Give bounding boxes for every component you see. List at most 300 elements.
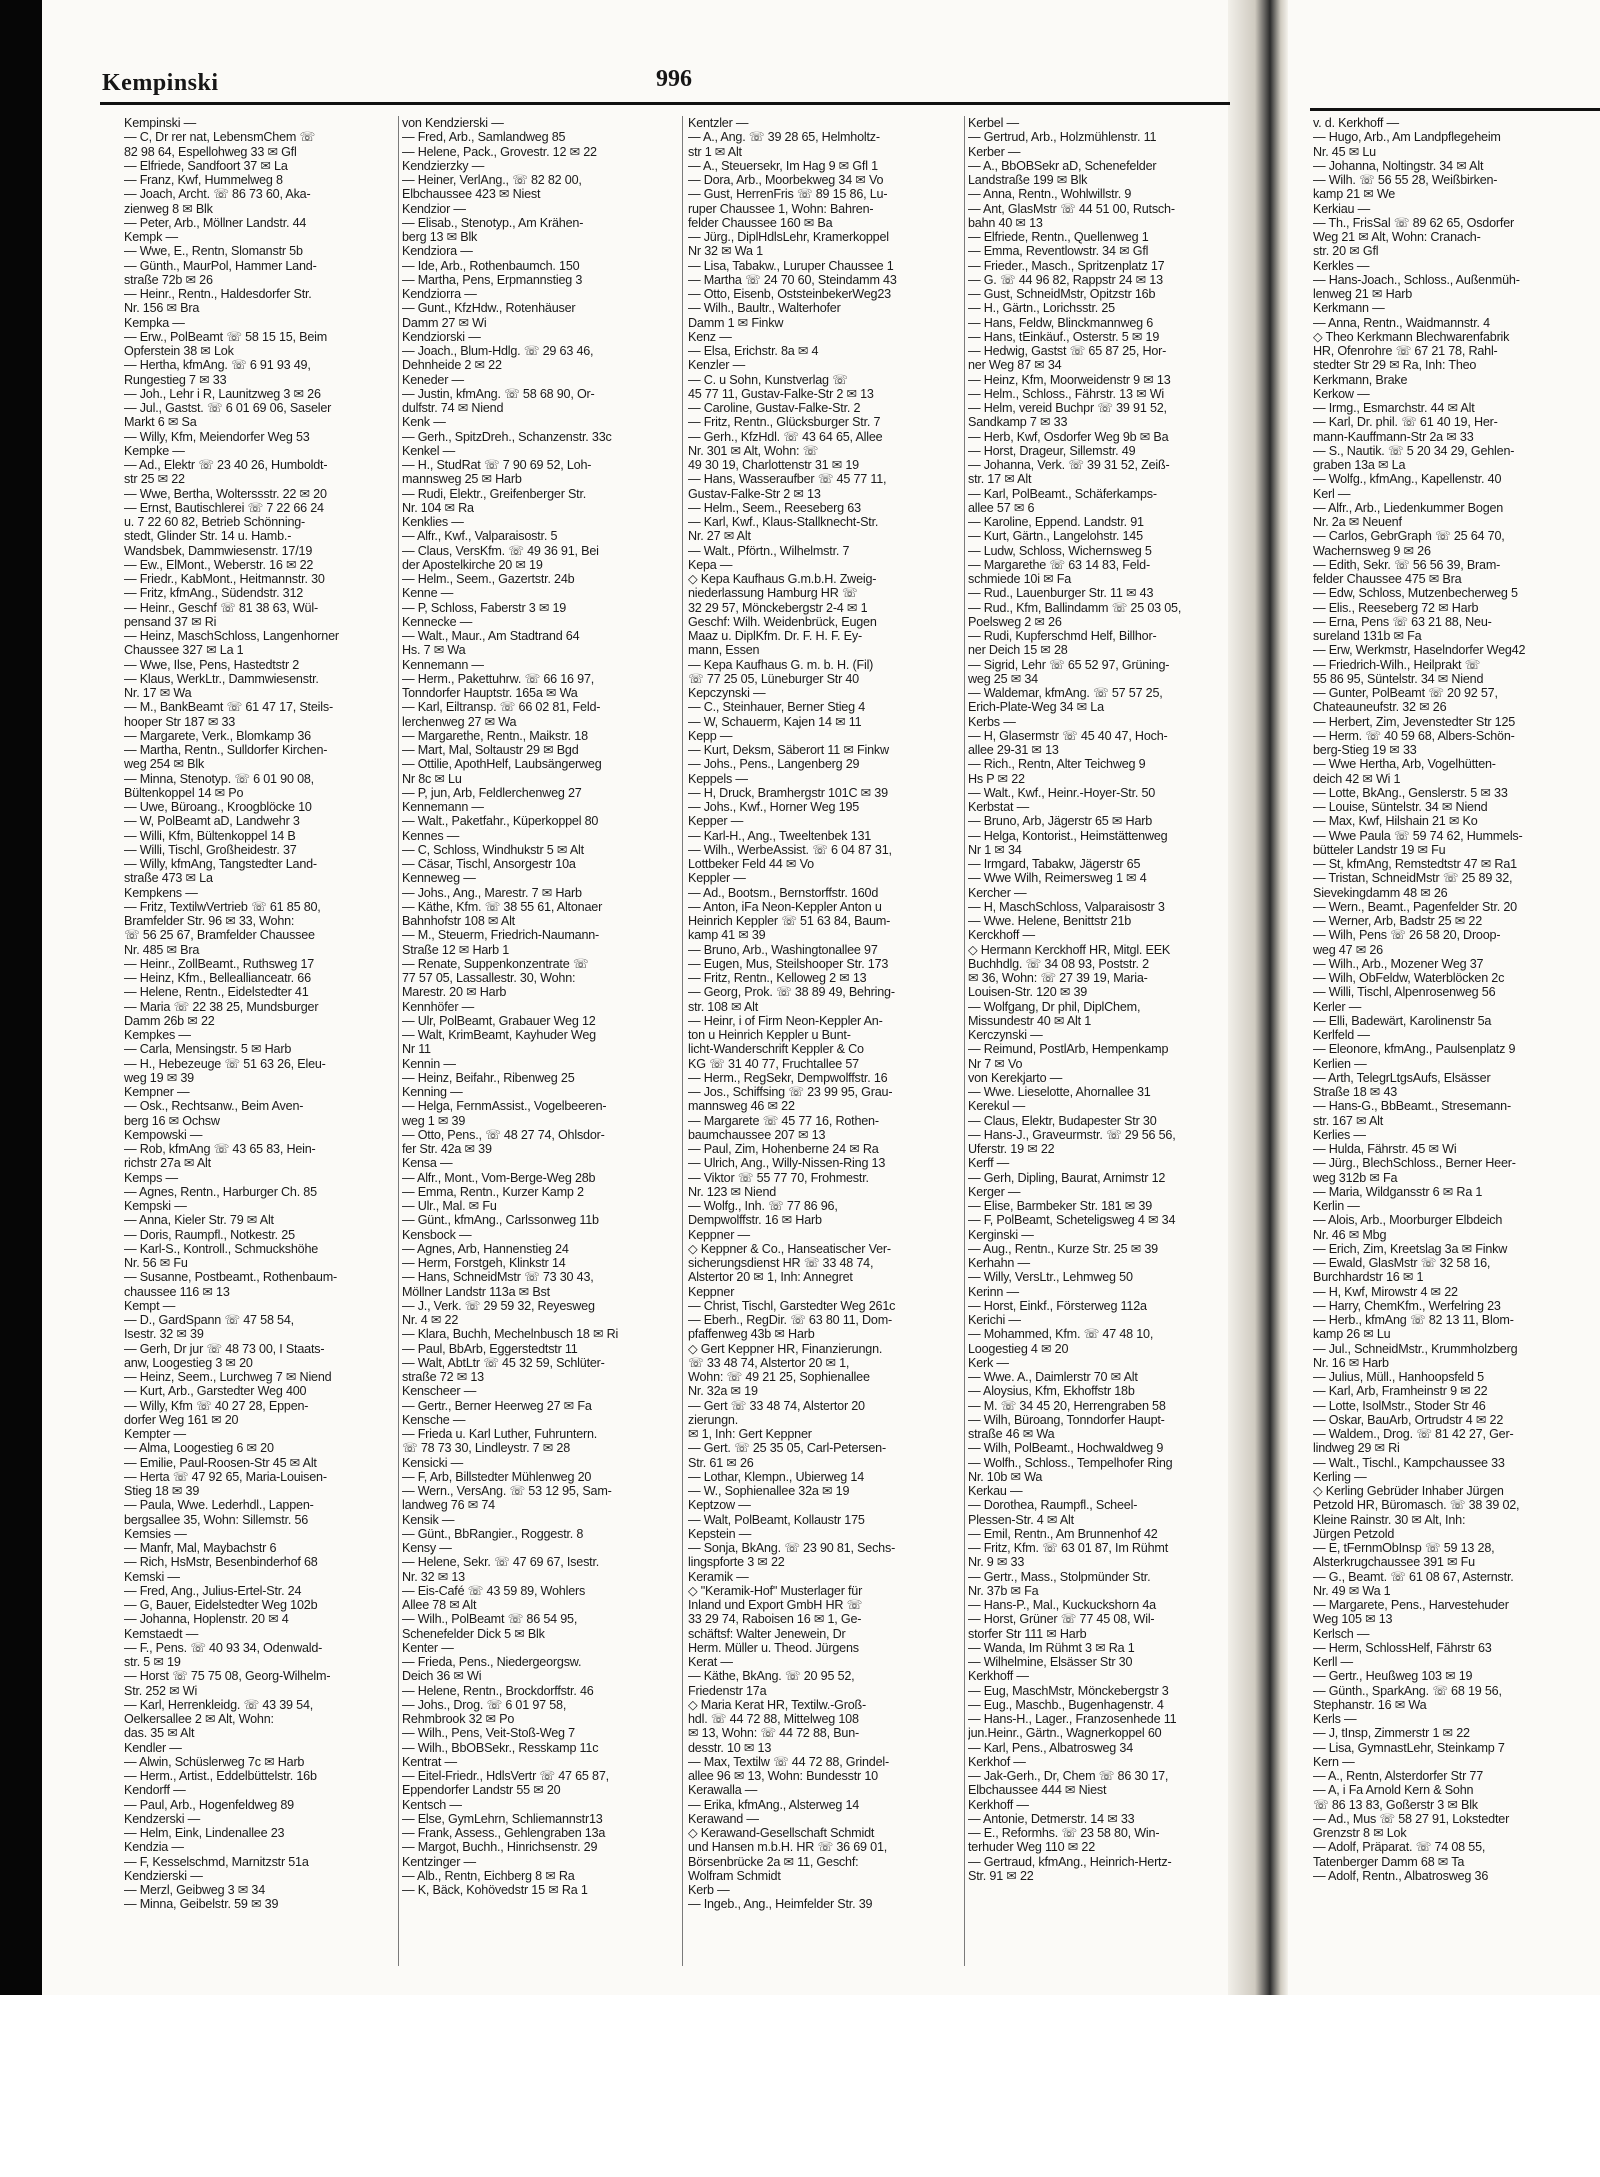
directory-entry-line: Petzold HR, Büromasch. ☏ 38 39 02, <box>1313 1498 1520 1513</box>
directory-entry-line: allee 29-31 ✉ 13 <box>968 743 1059 757</box>
directory-entry-line: — Helm., Schloss., Fährstr. 13 ✉ Wi <box>968 386 1165 401</box>
directory-entry-line: — Elisab., Stenotyp., Am Krähen- <box>402 215 584 230</box>
directory-entry-line: — Walt, KrimBeamt, Kayhuder Weg <box>402 1028 596 1042</box>
directory-entry-line: — Bruno, Arb, Jägerstr 65 ✉ Harb <box>968 814 1153 829</box>
directory-entry-line: — Hans-J., Graveurmstr. ☏ 29 56 56, <box>968 1127 1176 1142</box>
directory-entry-line: — Carlos, GebrGraph ☏ 25 64 70, <box>1313 529 1505 544</box>
directory-entry-line: — Hertha, kfmAng. ☏ 6 91 93 49, <box>124 358 311 373</box>
directory-entry-line: Elbchaussee 444 ✉ Niest <box>968 1783 1107 1798</box>
directory-entry-line: Nr 7 ✉ Vo <box>968 1056 1023 1071</box>
surname-heading: Kennemann — <box>402 657 484 672</box>
directory-entry-line: — Maria ☏ 22 38 25, Mundsburger <box>124 999 319 1014</box>
directory-entry-line: — Ingeb., Ang., Heimfelder Str. 39 <box>688 1897 873 1912</box>
surname-heading: Kentrat — <box>402 1754 457 1769</box>
directory-entry-line: — Gerh., SpitzDreh., Schanzenstr. 33c <box>402 429 612 444</box>
directory-entry-line: schäftsf: Walter Jenewein, Dr <box>688 1626 846 1641</box>
directory-entry-line: — Anna, Kieler Str. 79 ✉ Alt <box>124 1213 274 1228</box>
directory-entry-line: — G., Beamt. ☏ 61 08 67, Asternstr. <box>1313 1569 1514 1584</box>
directory-entry-line: — Gerh, Dipling, Baurat, Arnimstr 12 <box>968 1170 1166 1185</box>
directory-entry-line: ☏ 56 25 67, Bramfelder Chaussee <box>124 928 315 943</box>
directory-column-2 <box>402 116 674 1976</box>
directory-entry-line: — Hans-P., Mal., Kuckuckshorn 4a <box>968 1598 1156 1612</box>
directory-entry-line: straße 473 ✉ La <box>124 871 213 886</box>
surname-heading: v. d. Kerkhoff — <box>1313 116 1399 130</box>
surname-heading: Kensbock — <box>402 1227 472 1242</box>
directory-entry-line: — Walt., Paketfahr., Küperkoppel 80 <box>402 814 599 829</box>
directory-entry-line: — Herm, Forstgeh, Klinkstr 14 <box>402 1256 566 1270</box>
directory-entry-line: storfer Str 111 ✉ Harb <box>968 1626 1087 1641</box>
directory-entry-line: — Johs., Kwf., Horner Weg 195 <box>688 800 860 814</box>
directory-entry-line: straße 46 ✉ Wa <box>968 1427 1055 1441</box>
directory-entry-line: Buchhdlg. ☏ 34 08 93, Poststr. 2 <box>968 956 1149 971</box>
directory-entry-line: ◇ Gert Keppner HR, Finanzierungn. <box>688 1341 883 1356</box>
directory-entry-line: — Walt., Maur., Am Stadtrand 64 <box>402 629 580 643</box>
page-number: 996 <box>656 66 692 92</box>
directory-entry-line: Nr. 9 ✉ 33 <box>968 1555 1025 1570</box>
directory-entry-line: — F, Kesselschmd, Marnitzstr 51a <box>124 1854 309 1869</box>
directory-entry-line: — Alfr., Mont., Vom-Berge-Weg 28b <box>402 1170 596 1185</box>
directory-entry-line: — Elsa, Erichstr. 8a ✉ 4 <box>688 344 819 358</box>
directory-entry-line: — Wolfgang, Dr phil, DiplChem, <box>968 999 1141 1014</box>
directory-entry-line: Bramfelder Str. 96 ✉ 33, Wohn: <box>124 914 295 928</box>
directory-entry-line: — Horst ☏ 75 75 08, Georg-Wilhelm- <box>124 1669 331 1684</box>
directory-entry-line: — Hans, tEinkäuf., Osterstr. 5 ✉ 19 <box>968 329 1160 344</box>
directory-entry-line: — Wolfh., Schloss., Tempelhofer Ring <box>968 1455 1173 1470</box>
directory-entry-line: — Fritz, TextilwVertrieb ☏ 61 85 80, <box>124 899 321 914</box>
directory-entry-line: — W, Schauerm, Kajen 14 ✉ 11 <box>688 714 862 729</box>
scan-bottom-margin <box>0 1995 1600 2177</box>
directory-entry-line: — W., Sophienallee 32a ✉ 19 <box>688 1484 850 1498</box>
directory-entry-line: weg 25 ✉ 34 <box>968 671 1038 686</box>
directory-entry-line: — Hans, SchneidMstr ☏ 73 30 43, <box>402 1270 594 1285</box>
surname-heading: Kerger — <box>968 1184 1021 1199</box>
surname-heading: Kentzinger — <box>402 1854 476 1869</box>
directory-entry-line: — Willy, Kfm ☏ 40 27 28, Eppen- <box>124 1398 309 1413</box>
directory-entry-line: — Merzl, Geibweg 3 ✉ 34 <box>124 1883 266 1897</box>
directory-entry-line: — Erika, kfmAng., Alsterweg 14 <box>688 1797 860 1812</box>
directory-entry-line: ner Weg 87 ✉ 34 <box>968 358 1062 373</box>
directory-entry-line: — Günt., BbRangier., Roggestr. 8 <box>402 1526 584 1541</box>
directory-entry-line: — Tristan, SchneidMstr ☏ 25 89 32, <box>1313 871 1513 886</box>
directory-entry-line: sicherungsdienst HR ☏ 33 48 74, <box>688 1256 874 1270</box>
surname-heading: Kenning — <box>402 1085 463 1099</box>
directory-column-5-partial <box>1313 116 1600 1976</box>
directory-entry-line: — Käthe, Kfm. ☏ 38 55 61, Altonaer <box>402 899 603 914</box>
directory-entry-line: — Willi, Kfm, Bültenkoppel 14 B <box>124 828 296 843</box>
directory-entry-line: — Emil, Rentn., Am Brunnenhof 42 <box>968 1526 1158 1541</box>
directory-entry-line: Deich 36 ✉ Wi <box>402 1669 482 1684</box>
directory-entry-line: — Rudi, Elektr., Greifenberger Str. <box>402 486 587 501</box>
directory-entry-line: Allee 78 ✉ Alt <box>402 1598 477 1612</box>
directory-entry-line: — Wilh, Büroang, Tonndorfer Haupt- <box>968 1412 1165 1427</box>
directory-entry-line: — Oskar, BauArb, Ortrudstr 4 ✉ 22 <box>1313 1412 1504 1427</box>
directory-entry-line: — Heinz, Seem., Lurchweg 7 ✉ Niend <box>124 1370 332 1384</box>
directory-entry-line: Nr. 104 ✉ Ra <box>402 500 474 515</box>
directory-entry-line: — Louise, Süntelstr. 34 ✉ Niend <box>1313 800 1488 814</box>
directory-entry-line: — Jak-Gerh., Dr, Chem ☏ 86 30 17, <box>968 1769 1169 1783</box>
directory-entry-line: — F., Pens. ☏ 40 93 34, Odenwald- <box>124 1640 323 1655</box>
directory-entry-line: — Aloysius, Kfm, Ekhoffstr 18b <box>968 1384 1135 1399</box>
surname-heading: Kemski — <box>124 1569 180 1584</box>
directory-entry-line: — Werner, Arb, Badstr 25 ✉ 22 <box>1313 914 1483 928</box>
directory-entry-line: — Ad., Elektr ☏ 23 40 26, Humboldt- <box>124 458 328 472</box>
directory-entry-line: — Gust, SchneidMstr, Opitzstr 16b <box>968 287 1156 301</box>
directory-entry-line: — Edith, Sekr. ☏ 56 56 39, Bram- <box>1313 557 1501 572</box>
surname-heading: Kerhahn — <box>968 1256 1030 1270</box>
surname-heading: Kenzler — <box>688 358 745 373</box>
directory-entry-line: — M. ☏ 34 45 20, Herrengraben 58 <box>968 1398 1166 1413</box>
surname-heading: Kenk — <box>402 415 446 430</box>
directory-entry-line: Geschf: Wilh. Weidenbrück, Eugen <box>688 614 877 629</box>
directory-entry-line: — H., Gärtn., Lorichsstr. 25 <box>968 301 1115 316</box>
directory-entry-line: Marestr. 20 ✉ Harb <box>402 985 507 1000</box>
directory-entry-line: — Adolf, Rentn., Albatrosweg 36 <box>1313 1868 1489 1883</box>
directory-entry-line: Schenefelder Dick 5 ✉ Blk <box>402 1626 545 1641</box>
directory-entry-line: felder Chaussee 160 ✉ Ba <box>688 215 833 230</box>
directory-entry-line: — Johs., Pens., Langenberg 29 <box>688 757 860 772</box>
directory-entry-line: — Claus, VersKfm. ☏ 49 36 91, Bei <box>402 543 599 558</box>
directory-entry-line: — Alwin, Schüslerweg 7c ✉ Harb <box>124 1754 305 1769</box>
directory-entry-line: Nr. 10b ✉ Wa <box>968 1469 1043 1484</box>
directory-entry-line: ☏ 86 13 83, Goßerstr 3 ✉ Blk <box>1313 1797 1478 1812</box>
directory-entry-line: — Adolf, Präparat. ☏ 74 08 55, <box>1313 1840 1486 1855</box>
surname-heading: Kerlfeld — <box>1313 1028 1370 1042</box>
column-divider <box>398 116 399 1966</box>
surname-heading: Kenz — <box>688 329 732 344</box>
directory-entry-line: — Heinz, MaschSchloss, Langenhorner <box>124 629 339 643</box>
directory-entry-line: — Rudi, Kupferschmd Helf, Billhor- <box>968 629 1157 643</box>
directory-entry-line: — Friedrich-Wilh., Heilprakt ☏ <box>1313 657 1481 672</box>
directory-entry-line: — Anna, Rentn., Waidmannstr. 4 <box>1313 315 1490 330</box>
directory-entry-line: ner Deich 15 ✉ 28 <box>968 643 1068 658</box>
directory-entry-line: — Gertraud, kfmAng., Heinrich-Hertz- <box>968 1854 1172 1869</box>
directory-entry-line: bütteler Landstr 19 ✉ Fu <box>1313 842 1446 857</box>
directory-entry-line: str. 20 ✉ Gfl <box>1313 244 1379 259</box>
directory-entry-line: — Anton, iFa Neon-Keppler Anton u <box>688 899 882 914</box>
surname-heading: Kenne — <box>402 586 454 601</box>
directory-entry-line: — Friedr., KabMont., Heitmannstr. 30 <box>124 572 325 586</box>
directory-entry-line: — Ant, GlasMstr ☏ 44 51 00, Rutsch- <box>968 201 1175 216</box>
directory-entry-line: — Elis., Reeseberg 72 ✉ Harb <box>1313 600 1479 615</box>
directory-entry-line: — Minna, Geibelstr. 59 ✉ 39 <box>124 1897 279 1912</box>
directory-entry-line: — Karl, Kwf., Klaus-Stallknecht-Str. <box>688 515 879 529</box>
surname-heading: Kerll — <box>1313 1655 1353 1669</box>
directory-entry-line: desstr. 10 ✉ 13 <box>688 1740 772 1755</box>
directory-entry-line: Hs. 7 ✉ Wa <box>402 643 466 658</box>
directory-entry-line: — Alma, Loogestieg 6 ✉ 20 <box>124 1441 274 1456</box>
directory-entry-line: — Otto, Pens., ☏ 48 27 74, Ohlsdor- <box>402 1127 605 1142</box>
directory-entry-line: — Karl, Eiltransp. ☏ 66 02 81, Feld- <box>402 700 601 715</box>
directory-entry-line: Nr. 32 ✉ 13 <box>402 1569 465 1584</box>
directory-entry-line: ☏ 33 48 74, Alstertor 20 ✉ 1, <box>688 1355 850 1370</box>
directory-entry-line: — Jul., SchneidMstr., Krummholzberg <box>1313 1341 1518 1356</box>
directory-entry-line: — Lisa, GymnastLehr, Steinkamp 7 <box>1313 1740 1505 1755</box>
directory-entry-line: — Wanda, Im Rühmt 3 ✉ Ra 1 <box>968 1640 1135 1655</box>
surname-heading: Kercher — <box>968 885 1027 900</box>
directory-entry-line: Kleine Rainstr. 30 ✉ Alt, Inh: <box>1313 1512 1466 1527</box>
directory-entry-line: Rehmbrook 32 ✉ Po <box>402 1712 515 1726</box>
surname-heading: Kerlsch — <box>1313 1626 1370 1641</box>
directory-entry-line: — Willy, VersLtr., Lehmweg 50 <box>968 1270 1133 1285</box>
directory-entry-line: dulfstr. 74 ✉ Niend <box>402 401 504 415</box>
directory-entry-line: deich 42 ✉ Wi 1 <box>1313 771 1401 786</box>
directory-column-1 <box>124 116 396 1976</box>
surname-heading: Kennhöfer — <box>402 999 475 1014</box>
directory-entry-line: — Hans-G., BbBeamt., Stresemann- <box>1313 1099 1511 1114</box>
directory-entry-line: Isestr. 32 ✉ 39 <box>124 1327 204 1342</box>
directory-entry-line: — Ulrich, Ang., Willy-Nissen-Ring 13 <box>688 1156 886 1171</box>
directory-entry-line: — Heinz, Kfm., Belleallianceatr. 66 <box>124 971 311 985</box>
surname-heading: Kennemann — <box>402 800 484 814</box>
directory-entry-line: — Herb., kfmAng ☏ 82 13 11, Blom- <box>1313 1313 1514 1327</box>
directory-entry-line: ◇ Hermann Kerckhoff HR, Mitgl. EEK <box>968 942 1171 957</box>
directory-entry-line: — Wilh., Baultr., Walterhofer <box>688 301 841 316</box>
directory-entry-line: jun.Heinr., Gärtn., Wagnerkoppel 60 <box>968 1726 1162 1741</box>
directory-entry-line: — Walt, AbtLtr ☏ 45 32 59, Schlüter- <box>402 1355 605 1370</box>
directory-entry-line: — Willi, Tischl, Großheidestr. 37 <box>124 842 297 857</box>
directory-entry-line: — Helm., Seem., Gazertstr. 24b <box>402 572 575 586</box>
directory-entry-line: — Irmg., Esmarchstr. 44 ✉ Alt <box>1313 401 1475 415</box>
directory-entry-line: — Emma, Rentn., Kurzer Kamp 2 <box>402 1184 584 1199</box>
surname-heading: Kempka — <box>124 315 185 330</box>
directory-entry-line: — Mart, Mal, Soltaustr 29 ✉ Bgd <box>402 743 579 757</box>
directory-entry-line: bahn 40 ✉ 13 <box>968 215 1043 230</box>
directory-entry-line: Chaussee 327 ✉ La 1 <box>124 643 244 658</box>
directory-entry-line: Sandkamp 7 ✉ 33 <box>968 415 1068 430</box>
directory-entry-line: der Apostelkirche 20 ✉ 19 <box>402 557 543 572</box>
surname-heading: Kenscheer — <box>402 1384 477 1399</box>
directory-entry-line: ✉ 13, Wohn: ☏ 44 72 88, Bun- <box>688 1726 859 1741</box>
surname-heading: Kendzerski — <box>124 1811 200 1826</box>
surname-heading: Kerff — <box>968 1156 1010 1171</box>
surname-heading: Kennes — <box>402 828 460 843</box>
directory-entry-line: Nr. 156 ✉ Bra <box>124 301 200 316</box>
directory-entry-line: — Wwe. Lieselotte, Ahornallee 31 <box>968 1085 1151 1099</box>
directory-entry-line: ◇ Kepa Kaufhaus G.m.b.H. Zweig- <box>688 572 877 586</box>
directory-entry-line: — C., Steinhauer, Berner Stieg 4 <box>688 700 866 715</box>
directory-entry-line: — Horst, Grüner ☏ 77 45 08, Wil- <box>968 1612 1155 1627</box>
directory-entry-line: — Wilh, Pens ☏ 26 58 20, Droop- <box>1313 928 1501 943</box>
directory-entry-line: — Rud., Kfm, Ballindamm ☏ 25 03 05, <box>968 600 1182 615</box>
directory-entry-line: — W, PolBeamt aD, Landwehr 3 <box>124 814 300 829</box>
directory-entry-line: — Sonja, BkAng. ☏ 23 90 81, Sechs- <box>688 1541 896 1555</box>
directory-entry-line: landweg 76 ✉ 74 <box>402 1498 495 1513</box>
surname-heading: Kendzierzky — <box>402 158 485 173</box>
directory-entry-line: — Helm., Seem., Reeseberg 63 <box>688 500 861 515</box>
directory-entry-line: — Ewald, GlasMstr ☏ 32 58 16, <box>1313 1256 1491 1270</box>
directory-entry-line: — G, Bauer, Eidelstedter Weg 102b <box>124 1598 318 1612</box>
directory-entry-line: — Joh., Lehr i R, Launitzweg 3 ✉ 26 <box>124 386 321 401</box>
directory-entry-line: — Christ, Tischl, Garstedter Weg 261c <box>688 1298 896 1313</box>
directory-entry-line: hdl. ☏ 44 72 88, Mittelweg 108 <box>688 1712 859 1726</box>
directory-entry-line: Nr. 49 ✉ Wa 1 <box>1313 1583 1391 1598</box>
directory-entry-line: — Kurt, Deksm, Säberort 11 ✉ Finkw <box>688 743 889 757</box>
directory-entry-line: Damm 26b ✉ 22 <box>124 1013 215 1028</box>
directory-entry-line: — Eug, MaschMstr, Mönckebergstr 3 <box>968 1683 1169 1698</box>
directory-entry-line: Wolfram Schmidt <box>688 1868 781 1883</box>
directory-entry-line: — Renate, Suppenkonzentrate ☏ <box>402 956 589 971</box>
scan-dark-border <box>0 0 42 2177</box>
directory-entry-line: — Walt., Pförtn., Wilhelmstr. 7 <box>688 543 850 558</box>
directory-entry-line: — Susanne, Postbeamt., Rothenbaum- <box>124 1270 338 1285</box>
directory-entry-line: — Rob, kfmAng ☏ 43 65 83, Hein- <box>124 1142 316 1156</box>
directory-entry-line: — Helm, vereid Buchpr ☏ 39 91 52, <box>968 401 1167 415</box>
directory-entry-line: Grenzstr 8 ✉ Lok <box>1313 1826 1407 1840</box>
surname-heading: Kerl — <box>1313 486 1351 501</box>
directory-entry-line: 77 57 05, Lassallestr. 30, Wohn: <box>402 971 576 985</box>
directory-entry-line: — Eitel-Friedr., HdlsVertr ☏ 47 65 87, <box>402 1769 609 1783</box>
directory-entry-line: — Herm., Pakettuhrw. ☏ 66 16 97, <box>402 671 595 686</box>
surname-heading: Kempter — <box>124 1427 186 1441</box>
directory-entry-line: — Herbert, Zim, Jevenstedter Str 125 <box>1313 714 1516 729</box>
directory-entry-line: berg 13 ✉ Blk <box>402 230 478 244</box>
directory-entry-line: Eppendorfer Landstr 55 ✉ 20 <box>402 1783 561 1798</box>
directory-entry-line: Bültenkoppel 14 ✉ Po <box>124 785 244 800</box>
directory-entry-line: Str. 252 ✉ Wi <box>124 1683 198 1698</box>
surname-heading: Kenneweg — <box>402 871 476 886</box>
directory-entry-line: ◇ Keppner & Co., Hanseatischer Ver- <box>688 1241 891 1256</box>
surname-heading: Kerkau — <box>968 1484 1023 1498</box>
directory-entry-line: — Alb., Rentn, Eichberg 8 ✉ Ra <box>402 1868 575 1883</box>
directory-entry-line: — Günt., kfmAng., Carlssonweg 11b <box>402 1213 599 1228</box>
directory-entry-line: — Rud., Lauenburger Str. 11 ✉ 43 <box>968 586 1154 601</box>
directory-entry-line: bergsallee 35, Wohn: Sillemstr. 56 <box>124 1512 309 1527</box>
directory-entry-line: ◇ "Keramik-Hof" Musterlager für <box>688 1583 863 1598</box>
directory-entry-line: — Manfr, Mal, Maybachstr 6 <box>124 1541 277 1555</box>
directory-entry-line: — Helene, Rentn., Brockdorffstr. 46 <box>402 1683 594 1698</box>
surname-heading: Kensa — <box>402 1156 453 1171</box>
directory-entry-line: — Joach., Blum-Hdlg. ☏ 29 63 46, <box>402 344 594 358</box>
directory-entry-line: — Justin, kfmAng. ☏ 58 68 90, Or- <box>402 386 595 401</box>
directory-entry-line: — Wilhelmine, Elsässer Str 30 <box>968 1655 1133 1669</box>
directory-entry-line: — Wwe Paula ☏ 59 74 62, Hummels- <box>1313 828 1523 843</box>
directory-entry-line: — Karl-H., Ang., Tweeltenbek 131 <box>688 828 872 843</box>
surname-heading: Kerlies — <box>1313 1127 1366 1142</box>
directory-entry-line: mannsweg 46 ✉ 22 <box>688 1099 795 1114</box>
directory-entry-line: — Sigrid, Lehr ☏ 65 52 97, Grüning- <box>968 657 1170 672</box>
directory-entry-line: felder Chaussee 475 ✉ Bra <box>1313 572 1462 586</box>
surname-heading: Kennecke — <box>402 614 473 629</box>
directory-entry-line: — Willy, Kfm, Meiendorfer Weg 53 <box>124 429 310 444</box>
directory-entry-line: u. 7 22 60 82, Betrieb Schönning- <box>124 515 306 529</box>
directory-entry-line: — Jos., Schiffsing ☏ 23 99 95, Grau- <box>688 1085 893 1099</box>
directory-entry-line: Nr. 301 ✉ Alt, Wohn: ☏ <box>688 443 819 458</box>
directory-entry-line: weg 312b ✉ Fa <box>1313 1170 1398 1185</box>
directory-entry-line: Oelkersallee 2 ✉ Alt, Wohn: <box>124 1712 274 1726</box>
directory-entry-line: — Alfr., Kwf., Valparaisostr. 5 <box>402 529 558 544</box>
directory-entry-line: — Fred, Arb., Samlandweg 85 <box>402 130 566 145</box>
directory-entry-line: — Joach, Archt. ☏ 86 73 60, Aka- <box>124 187 311 202</box>
directory-entry-line: — Karoline, Eppend. Landstr. 91 <box>968 515 1144 529</box>
directory-entry-line: — Hans, Feldw, Blinckmannweg 6 <box>968 315 1154 330</box>
directory-entry-line: — Wilh., Pens, Veit-Stoß-Weg 7 <box>402 1726 575 1741</box>
directory-entry-line: — F, PolBeamt, Scheteligsweg 4 ✉ 34 <box>968 1213 1176 1228</box>
surname-heading: Kenkel — <box>402 443 455 458</box>
directory-entry-line: mann, Essen <box>688 643 760 658</box>
directory-entry-line: — Heinr, i of Firm Neon-Keppler An- <box>688 1013 883 1028</box>
directory-entry-line: — Max, Textilw ☏ 44 72 88, Grindel- <box>688 1754 889 1769</box>
directory-entry-line: — Gertr., Berner Heerweg 27 ✉ Fa <box>402 1398 592 1413</box>
directory-entry-line: — Herb, Kwf, Osdorfer Weg 9b ✉ Ba <box>968 429 1169 444</box>
directory-entry-line: — Jürg., BlechSchloss., Berner Heer- <box>1313 1156 1516 1171</box>
surname-heading: Kentsch — <box>402 1797 462 1812</box>
directory-entry-line: ☏ 77 25 05, Lüneburger Str 40 <box>688 671 859 686</box>
directory-column-3 <box>688 116 960 1976</box>
directory-entry-line: — E., Reformhs. ☏ 23 58 80, Win- <box>968 1826 1160 1840</box>
directory-entry-line: — Klara, Buchh, Mechelnbusch 18 ✉ Ri <box>402 1327 619 1342</box>
directory-entry-line: — Agnes, Rentn., Harburger Ch. 85 <box>124 1184 317 1199</box>
directory-entry-line: ☏ 78 73 30, Lindleystr. 7 ✉ 28 <box>402 1441 571 1456</box>
surname-heading: Kerk — <box>968 1355 1009 1370</box>
directory-entry-line: — A., Steuersekr, Im Hag 9 ✉ Gfl 1 <box>688 158 878 173</box>
directory-entry-line: — Horst, Einkf., Försterweg 112a <box>968 1298 1147 1313</box>
directory-entry-line: — Johs., Ang., Marestr. 7 ✉ Harb <box>402 885 582 900</box>
directory-entry-line: Tatenberger Damm 68 ✉ Ta <box>1313 1854 1465 1869</box>
directory-entry-line: Missundestr 40 ✉ Alt 1 <box>968 1013 1092 1028</box>
directory-entry-line: — Paula, Wwe. Lederhdl., Lappen- <box>124 1498 314 1513</box>
directory-entry-line: baumchaussee 207 ✉ 13 <box>688 1127 826 1142</box>
directory-entry-line: Bahnhofstr 108 ✉ Alt <box>402 914 515 928</box>
directory-entry-line: — A., BbOBSekr aD, Schenefelder <box>968 158 1157 173</box>
directory-entry-line: Nr. 56 ✉ Fu <box>124 1256 188 1270</box>
surname-heading: Kepp — <box>688 728 733 743</box>
surname-heading: Kendziorra — <box>402 287 477 301</box>
directory-entry-line: — Aug., Rentn., Kurze Str. 25 ✉ 39 <box>968 1241 1158 1256</box>
directory-entry-line: HR, Ofenrohre ☏ 67 21 78, Rahl- <box>1313 344 1498 358</box>
directory-entry-line: — Dorothea, Raumpfl., Scheel- <box>968 1498 1138 1513</box>
directory-entry-line: — Waldemar, kfmAng. ☏ 57 57 25, <box>968 686 1163 700</box>
directory-entry-line: — C, Dr rer nat, LebensmChem ☏ <box>124 130 316 145</box>
directory-entry-line: — Martha, Rentn., Sulldorfer Kirchen- <box>124 743 328 757</box>
directory-entry-line: — Wwe Hertha, Arb, Vogelhütten- <box>1313 757 1496 772</box>
directory-entry-line: ton u Heinrich Keppler u Bunt- <box>688 1028 851 1042</box>
directory-entry-line: — Claus, Elektr, Budapester Str 30 <box>968 1113 1157 1128</box>
directory-entry-line: ruper Chaussee 1, Wohn: Bahren- <box>688 201 874 216</box>
directory-entry-line: — Hugo, Arb., Am Landpflegeheim <box>1313 130 1501 145</box>
surname-heading: Kerb — <box>688 1883 730 1897</box>
directory-entry-line: — Rich, HsMstr, Besenbinderhof 68 <box>124 1555 318 1570</box>
directory-entry-line: — Alois, Arb., Moorburger Elbdeich <box>1313 1213 1503 1228</box>
directory-entry-line: ✉ 1, Inh: Gert Keppner <box>688 1427 812 1441</box>
directory-entry-line: mann-Kauffmann-Str 2a ✉ 33 <box>1313 429 1474 444</box>
directory-entry-line: Keppner <box>688 1284 735 1299</box>
column-divider <box>964 116 965 1966</box>
directory-entry-line: — Margarete ☏ 45 77 16, Rothen- <box>688 1113 879 1128</box>
directory-entry-line: — Herta ☏ 47 92 65, Maria-Louisen- <box>124 1469 327 1484</box>
directory-entry-line: Chateauneufstr. 32 ✉ 26 <box>1313 700 1447 715</box>
directory-entry-line: — Willy, kfmAng, Tangstedter Land- <box>124 857 317 871</box>
directory-entry-line: — Frieder., Masch., Spritzenplatz 17 <box>968 258 1165 273</box>
directory-entry-line: — Lotte, BkAng., Genslerstr. 5 ✉ 33 <box>1313 785 1508 800</box>
directory-entry-line: — Wilh., WerbeAssist. ☏ 6 04 87 31, <box>688 842 892 857</box>
directory-entry-line: — Margarethe ☏ 63 14 83, Feld- <box>968 557 1150 572</box>
directory-entry-line: — Elfriede, Sandfoort 37 ✉ La <box>124 158 288 173</box>
directory-entry-line: — Eugen, Mus, Steilshooper Str. 173 <box>688 956 889 971</box>
directory-entry-line: — Johs., Drog. ☏ 6 01 97 58, <box>402 1697 567 1712</box>
directory-entry-line: — Caroline, Gustav-Falke-Str. 2 <box>688 401 861 415</box>
directory-entry-line: Jürgen Petzold <box>1313 1526 1395 1541</box>
directory-entry-line: — Heiner, VerlAng., ☏ 82 82 00, <box>402 173 582 187</box>
directory-entry-line: — Günth., SparkAng. ☏ 68 19 56, <box>1313 1683 1502 1698</box>
directory-entry-line: — H, MaschSchloss, Valparaisostr 3 <box>968 899 1165 914</box>
directory-entry-line: Burchhardstr 16 ✉ 1 <box>1313 1270 1424 1285</box>
directory-entry-line: allee 57 ✉ 6 <box>968 500 1035 515</box>
directory-entry-line: — Erich, Zim, Kreetslag 3a ✉ Finkw <box>1313 1241 1508 1256</box>
surname-heading: Kerls — <box>1313 1712 1357 1726</box>
directory-column-4 <box>968 116 1238 1976</box>
directory-entry-line: — Erw., PolBeamt ☏ 58 15 15, Beim <box>124 329 328 344</box>
directory-entry-line: — Helene, Rentn., Eidelstedter 41 <box>124 985 309 1000</box>
